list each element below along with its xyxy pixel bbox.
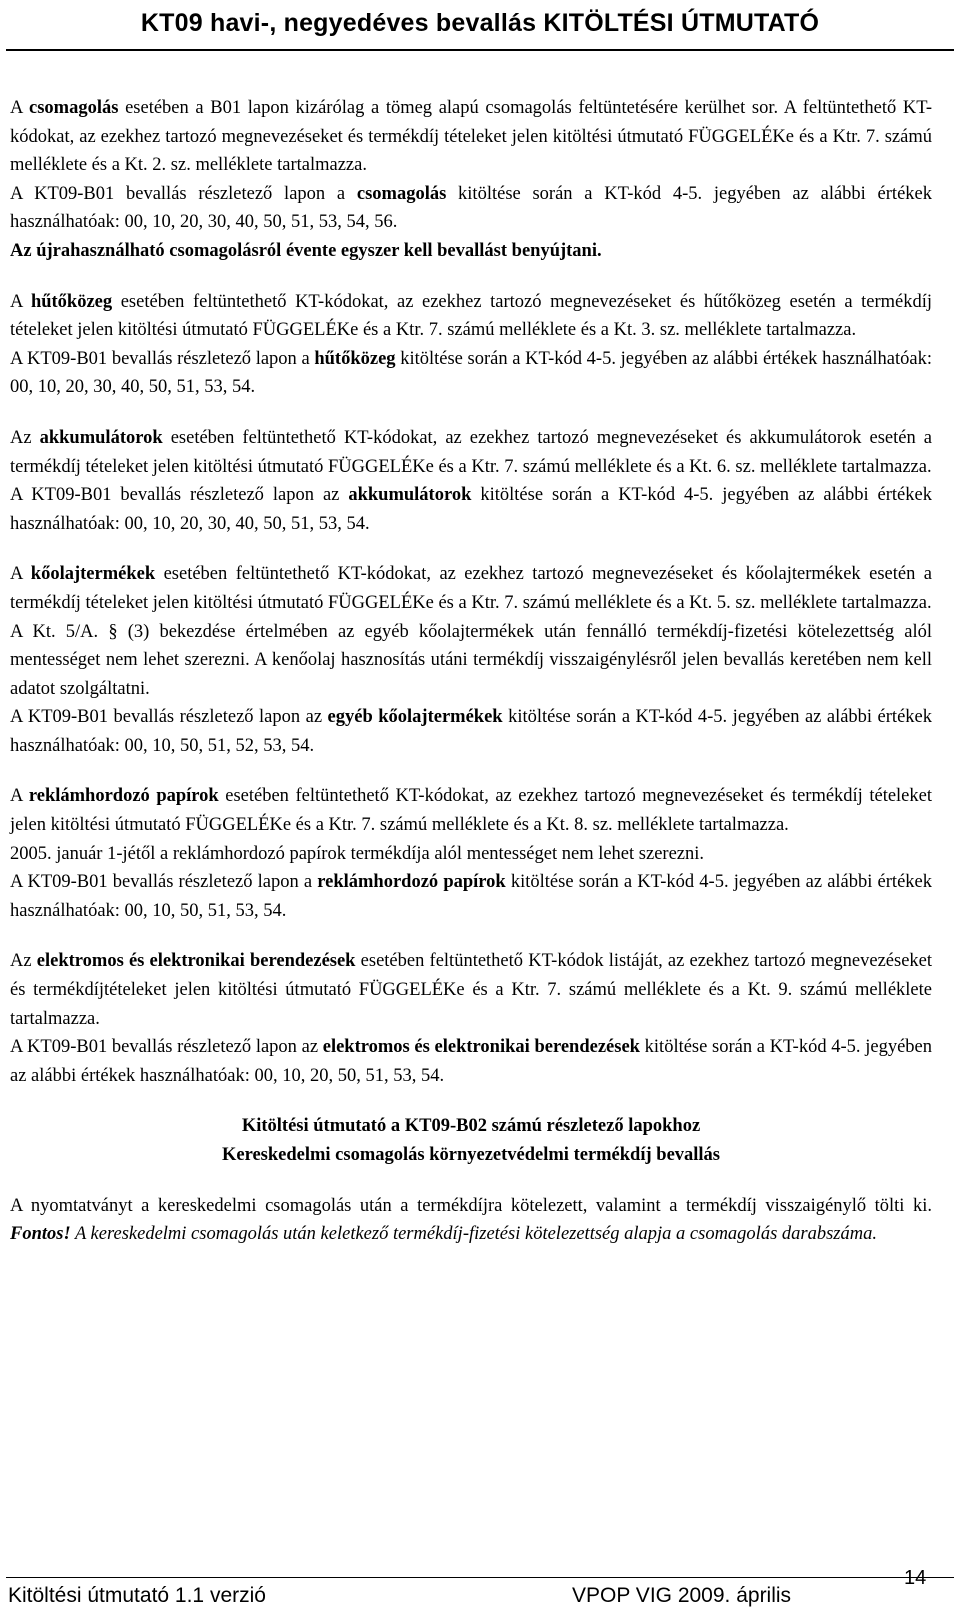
text: A nyomtatványt a kereskedelmi csomagolás után a termékdíjra kötelezett, valamint a termékdíj visszaigénylő tölti ki. — [10, 1195, 932, 1216]
section-csomagolas — [10, 94, 932, 266]
text: A — [10, 564, 31, 585]
text: kitöltése során a KT-kód 4-5. jegyében az alábbi értékek használhatóak: 00, 10, 20, 30, 40, 50, 51, 53, 54. — [10, 485, 932, 534]
bold-term: reklámhordozó papírok — [317, 872, 506, 893]
bold-term: csomagolás — [356, 183, 447, 204]
text: A KT09-B01 bevallás részletező lapon az — [10, 1037, 323, 1058]
paragraph — [10, 1033, 932, 1090]
paragraph-bold — [10, 237, 932, 266]
text: kitöltése során a KT-kód 4-5. jegyében az alábbi értékek használhatóak: 00, 10, 50, 51, 53, 54. — [10, 872, 932, 921]
text: esetében a B01 lapon kizárólag a tömeg alapú csomagolás feltüntetésére kerülhet sor. A feltüntethető KT-kódokat, az ezekhez tartozó megnevezéseket és termékdíj tételeket jelen kitöltési útmutató FÜGGELÉKe és a Ktr. 7. számú melléklete és a Kt. 2. sz. melléklete tartalmazza. — [10, 98, 933, 176]
text: A KT09-B01 bevallás részletező lapon az — [10, 485, 349, 506]
text: A — [10, 786, 29, 807]
section-heading: Kitöltési útmutató a KT09-B02 számú részletező lapokhoz — [241, 1116, 701, 1137]
section-b02 — [10, 1192, 932, 1249]
text: esetében feltüntethető KT-kódokat, az ezekhez tartozó megnevezéseket és termékdíj tételeket jelen kitöltési útmutató FÜGGELÉKe és a Ktr. 7. számú melléklete és a Kt. 8. sz. melléklete tartalmazza. — [10, 786, 932, 836]
text: kitöltése során a KT-kód 4-5. jegyében az alábbi értékek használhatóak: 00, 10, 20, 50, 51, 53, 54. — [10, 1037, 933, 1086]
text: esetében feltüntethető KT-kódokat, az ezekhez tartozó megnevezéseket és kőolajtermékek esetén a termékdíj tételeket jelen kitöltési útmutató FÜGGELÉKe és a Ktr. 7. számú melléklete és a Kt. 5. sz. melléklete tartalmazza. — [10, 564, 932, 613]
text: esetében feltüntethető KT-kódokat, az ezekhez tartozó megnevezéseket és akkumulátorok esetén a termékdíj tételeket jelen kitöltési útmutató FÜGGELÉKe és a Ktr. 7. számú melléklete és a Kt. 6. sz. melléklete tartalmazza. — [10, 427, 932, 477]
paragraph — [10, 560, 932, 617]
paragraph — [10, 1192, 932, 1249]
paragraph — [10, 782, 932, 839]
page-header-title: KT09 havi-, negyedéves bevallás KITÖLTÉSI ÚTMUTATÓ — [140, 9, 820, 37]
text: esetében feltüntethető KT-kódokat, az ezekhez tartozó megnevezéseket és hűtőközeg esetén a termékdíj tételeket jelen kitöltési útmutató FÜGGELÉKe és a Ktr. 7. számú melléklete és a Kt. 3. sz. melléklete tartalmazza. — [10, 291, 933, 341]
section-koolajtermekek — [10, 560, 932, 760]
bold-term: kőolajtermékek — [30, 564, 156, 585]
bold-term: hűtőközeg — [30, 291, 113, 312]
text: Az — [10, 951, 37, 972]
bold-term: egyéb kőolajtermékek — [327, 707, 503, 728]
paragraph — [10, 868, 932, 925]
section-hutokozeg — [10, 288, 932, 402]
text: A KT09-B01 bevallás részletező lapon az — [10, 707, 328, 728]
bold-term: csomagolás — [29, 98, 119, 118]
paragraph — [10, 345, 932, 402]
text: A KT09-B01 bevallás részletező lapon a — [10, 872, 318, 893]
text: kitöltése során a KT-kód 4-5. jegyében az alábbi értékek használhatóak: 00, 10, 20, 30, 40, 50, 51, 53, 54, 56. — [10, 183, 932, 233]
section-b02-heading — [10, 1112, 932, 1169]
text: A — [10, 291, 31, 312]
text: Az — [10, 427, 40, 448]
section-reklamhordozo — [10, 782, 932, 925]
section-akkumulatorok — [10, 424, 932, 538]
paragraph — [10, 947, 932, 1033]
bold-term: akkumulátorok — [348, 485, 472, 506]
paragraph — [10, 180, 932, 237]
paragraph — [10, 703, 932, 760]
bold-term: elektromos és elektronikai berendezések — [36, 951, 356, 972]
paragraph: 2005. január 1-jétől a reklámhordozó papírok termékdíja alól mentességet nem lehet szerezni. — [10, 843, 705, 864]
header-divider — [6, 49, 954, 51]
bold-term: reklámhordozó papírok — [28, 786, 219, 807]
paragraph: A Kt. 5/A. § (3) bekezdése értelmében az egyéb kőolajtermékek után fennálló termékdíj-fizetési kötelezettség alól mentességet nem lehet szerezni. A kenőolaj hasznosítás utáni termékdíj visszaigénylésről jelen bevallás keretében nem kell adatot szolgáltatni. — [10, 621, 932, 699]
bold-term: hűtőközeg — [314, 348, 396, 369]
section-subheading: Kereskedelmi csomagolás környezetvédelmi termékdíj bevallás — [221, 1145, 721, 1165]
text: esetében feltüntethető KT-kódok listáját, az ezekhez tartozó megnevezéseket és termékdíjtételeket jelen kitöltési útmutató FÜGGELÉKe és a Ktr. 7. számú melléklete és a Kt. 9. számú melléklete tartalmazza. — [10, 951, 933, 1029]
footer-divider — [6, 1577, 954, 1578]
italic-text: A kereskedelmi csomagolás után keletkező termékdíj-fizetési kötelezettség alapja a csomagolás darabszáma. — [70, 1224, 877, 1245]
bold-term: elektromos és elektronikai berendezések — [322, 1037, 640, 1058]
footer-date: VPOP VIG 2009. április — [572, 1584, 792, 1607]
paragraph — [10, 424, 932, 481]
bold-term: akkumulátorok — [39, 427, 163, 448]
bold-note: Az újrahasználható csomagolásról évente egyszer kell bevallást benyújtani. — [10, 240, 602, 261]
bold-italic-note: Fontos! — [10, 1224, 71, 1245]
paragraph — [10, 94, 932, 180]
text: A KT09-B01 bevallás részletező lapon a — [10, 183, 357, 204]
text: A KT09-B01 bevallás részletező lapon a — [10, 348, 315, 369]
footer-version: Kitöltési útmutató 1.1 verzió — [8, 1584, 266, 1607]
text: kitöltése során a KT-kód 4-5. jegyében az alábbi értékek használhatóak: 00, 10, 20, 30, 40, 50, 51, 53, 54. — [10, 348, 932, 398]
page-number: 14 — [904, 1567, 927, 1589]
paragraph — [10, 288, 932, 345]
document-body — [10, 94, 932, 1271]
section-elektromos — [10, 947, 932, 1090]
paragraph — [10, 481, 932, 538]
text: kitöltése során a KT-kód 4-5. jegyében az alábbi értékek használhatóak: 00, 10, 50, 51, 52, 53, 54. — [10, 707, 932, 756]
text: A — [10, 98, 29, 118]
